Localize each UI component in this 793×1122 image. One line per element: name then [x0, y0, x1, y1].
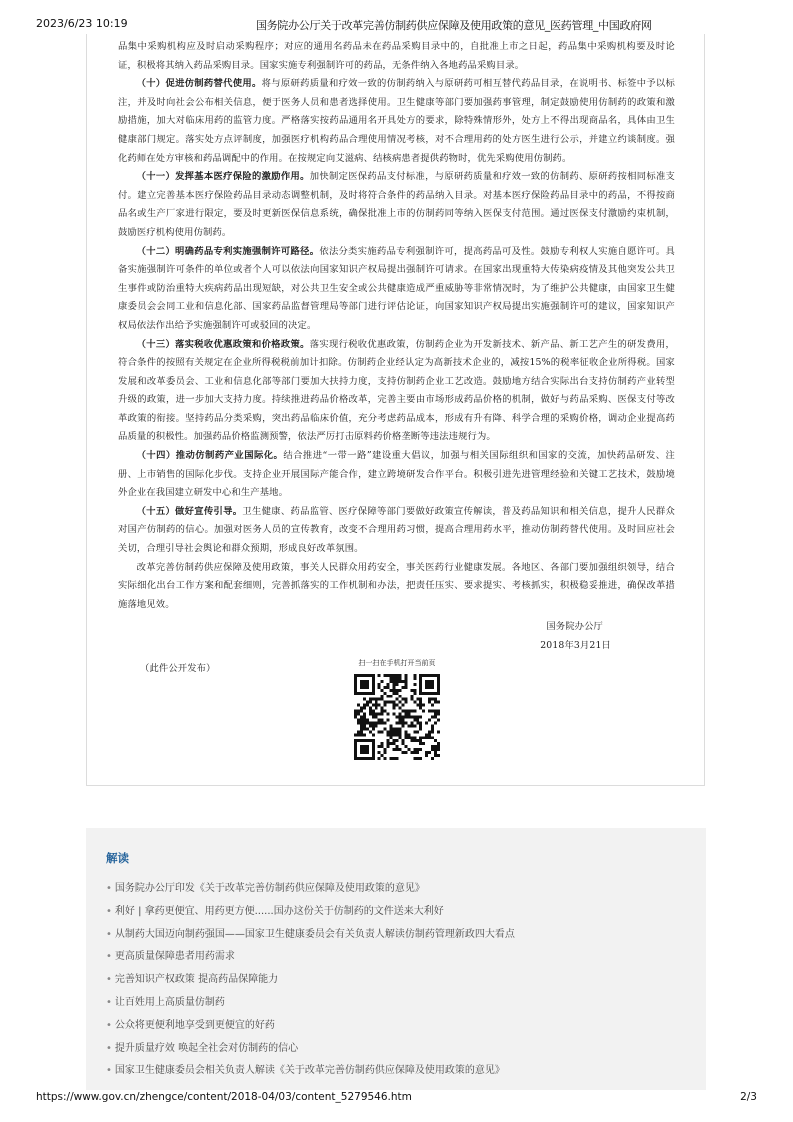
section-heading: （十三）落实税收优惠政策和价格政策。 [136, 338, 310, 350]
section-paragraph [118, 503, 675, 559]
bullet-icon: • [106, 1042, 112, 1054]
section-paragraph [118, 336, 675, 448]
closing-paragraph: 改革完善仿制药供应保障及使用政策，事关人民群众用药安全，事关医药行业健康发展。各地区、各部门要加强组织领导，结合实际细化出台工作方案和配套细则，完善抓落实的工作机制和办法，把责任压实、要求提实、考核抓实，积极稳妥推进，确保改革措施落地见效。 [118, 561, 675, 610]
bullet-icon: • [106, 883, 112, 894]
qr-code-icon [354, 674, 440, 760]
qr-caption: 扫一扫在手机打开当前页 [358, 659, 436, 667]
lead-paragraph: 品集中采购机构应及时启动采购程序；对应的通用名药品未在药品采购目录中的，自批准上市之日起，药品集中采购机构要及时论证，积极将其纳入药品采购目录。国家实施专利强制许可的药品，无条件纳入各地药品采购目录。 [118, 41, 675, 71]
section-heading: （十二）明确药品专利实施强制许可路径。 [136, 245, 320, 257]
article-body [118, 38, 675, 678]
print-header [0, 17, 793, 33]
section-paragraph [118, 75, 675, 168]
section-text: 依法分类实施药品专利强制许可，提高药品可及性。鼓励专利权人实施自愿许可。具备实施强制许可条件的单位或者个人可以依法向国家知识产权局提出强制许可请求。在国家出现重特大传染病疫情及其他突发公共卫生事件或防治重特大疾病药品出现短缺，对公共卫生安全或公共健康造成严重威胁等非常情况时，为了维护公共健康，由国家卫生健康委员会会同工业和信息化部、国家药品监督管理局等部门进行评估论证，向国家知识产权局提出实施强制许可的建议，国家知识产权局依法作出给予实施强制许可或驳回的决定。 [118, 245, 675, 331]
print-page-title: 国务院办公厅关于改革完善仿制药供应保障及使用政策的意见_医药管理_中国政府网 [256, 19, 652, 32]
section-text: 将与原研药质量和疗效一致的仿制药纳入与原研药可相互替代药品目录，在说明书、标签中予以标注，并及时向社会公布相关信息，便于医务人员和患者选择使用。卫生健康等部门要加强药事管理，制定鼓励使用仿制药的政策和激励措施，加大对临床用药的监管力度。严格落实按药品通用名开具处方的要求，除特殊情形外，处方上不得出现商品名，具体由卫生健康部门规定。落实处方点评制度，加强医疗机构药品合理使用情况考核，对不合理用药的处方医生进行公示，并建立约谈制度。强化药师在处方审核和药品调配中的作用。在按规定向艾滋病、结核病患者提供药物时，优先采购使用仿制药。 [118, 78, 676, 164]
print-url: https://www.gov.cn/zhengce/content/2018-04/03/content_5279546.htm [36, 1091, 412, 1103]
interpretation-link-text[interactable]: 更高质量保障患者用药需求 [114, 951, 235, 963]
issuing-authority: 国务院办公厅 [546, 621, 603, 633]
interpretation-link-text[interactable]: 国务院办公厅印发《关于改革完善仿制药供应保障及使用政策的意见》 [114, 883, 425, 894]
print-timestamp: 2023/6/23 10:19 [36, 17, 128, 30]
interpretation-link-text[interactable]: 完善知识产权政策 提高药品保障能力 [114, 974, 279, 986]
section-text: 卫生健康、药品监管、医疗保障等部门要做好政策宣传解读，普及药品知识和相关信息，提升人民群众对国产仿制药的信心。加强对医务人员的宣传教育，改变不合理用药习惯，提高合理用药水平，推动仿制药替代使用。及时回应社会关切，合理引导社会舆论和群众预期，形成良好改革氛围。 [118, 505, 675, 555]
interpretation-panel [86, 828, 706, 1090]
section-paragraph [118, 243, 675, 336]
interpretation-link[interactable] [106, 1038, 686, 1061]
bullet-icon: • [106, 905, 112, 917]
section-heading: （十四）推动仿制药产业国际化。 [136, 450, 284, 462]
bullet-icon: • [106, 1019, 112, 1031]
section-heading: （十一）发挥基本医疗保险的激励作用。 [136, 171, 310, 183]
interpretation-heading: 解读 [106, 851, 129, 865]
issue-date: 2018年3月21日 [540, 640, 611, 651]
bullet-icon: • [106, 1065, 112, 1077]
interpretation-link-text[interactable]: 提升质量疗效 唤起全社会对仿制药的信心 [114, 1042, 299, 1054]
section-text: 落实现行税收优惠政策，仿制药企业为开发新技术、新产品、新工艺产生的研发费用，符合条件的按照有关规定在企业所得税税前加计扣除。仿制药企业经认定为高新技术企业的，减按15%的税率征收企业所得税。国家发展和改革委员会、工业和信息化部等部门要加大扶持力度，支持仿制药企业工艺改造。鼓励地方结合实际出台支持仿制药产业转型升级的政策，进一步加大支持力度。持续推进药品价格改革，完善主要由市场形成药品价格的机制，做好与药品采购、医保支付等改革政策的衔接。坚持药品分类采购，突出药品临床价值，充分考虑药品成本，形成有升有降、科学合理的采购价格，调动企业提高药品质量的积极性。加强药品价格监测预警，依法严厉打击原料药价格垄断等违法违规行为。 [118, 338, 676, 443]
section-heading: （十五）做好宣传引导。 [136, 505, 243, 517]
section-paragraph [118, 168, 675, 242]
print-page-number: 2/3 [740, 1091, 757, 1103]
publication-note: （此件公开发布） [140, 662, 216, 674]
bullet-icon: • [106, 951, 112, 963]
interpretation-link[interactable] [106, 1015, 686, 1038]
interpretation-link[interactable] [106, 924, 686, 947]
interpretation-link-text[interactable]: 让百姓用上高质量仿制药 [114, 996, 225, 1008]
section-text: 结合推进“一带一路”建设重大倡议，加强与相关国际组织和国家的交流，加快药品研发、注册、上市销售的国际化步伐。支持企业开展国际产能合作，建立跨境研发合作平台。积极引进先进管理经验和关键工艺技术，鼓励境外企业在我国建立研发中心和生产基地。 [118, 450, 675, 499]
interpretation-link[interactable] [106, 1060, 686, 1083]
bullet-icon: • [106, 974, 112, 986]
bullet-icon: • [106, 996, 112, 1008]
article-panel [86, 34, 705, 786]
interpretation-link-text[interactable]: 国家卫生健康委员会相关负责人解读《关于改革完善仿制药供应保障及使用政策的意见》 [114, 1065, 505, 1077]
interpretation-list [106, 878, 686, 1083]
print-footer [0, 1091, 793, 1107]
interpretation-link-text[interactable]: 利好 | 拿药更便宜、用药更方便......国办这份关于仿制药的文件送来大利好 [114, 905, 444, 917]
interpretation-link-text[interactable]: 公众将更便利地享受到更便宜的好药 [114, 1019, 275, 1031]
section-heading: （十）促进仿制药替代使用。 [136, 78, 262, 90]
interpretation-link[interactable] [106, 946, 686, 969]
interpretation-link[interactable] [106, 992, 686, 1015]
interpretation-link-text[interactable]: 从制药大国迈向制药强国——国家卫生健康委员会有关负责人解读仿制药管理新政四大看点 [114, 928, 515, 940]
interpretation-link[interactable] [106, 969, 686, 992]
interpretation-link[interactable] [106, 878, 686, 901]
bullet-icon: • [106, 928, 112, 940]
section-text: 加快制定医保药品支付标准，与原研药质量和疗效一致的仿制药、原研药按相同标准支付。建立完善基本医疗保险药品目录动态调整机制，及时将符合条件的药品纳入目录。对基本医疗保险药品目录中的药品，不得按商品名或生产厂家进行限定，要及时更新医保信息系统，确保批准上市的仿制药同等纳入医保支付范围。通过医保支付激励约束机制，鼓励医疗机构使用仿制药。 [118, 171, 676, 238]
interpretation-link[interactable] [106, 901, 686, 924]
qr-block [352, 658, 442, 760]
section-paragraph [118, 447, 675, 503]
